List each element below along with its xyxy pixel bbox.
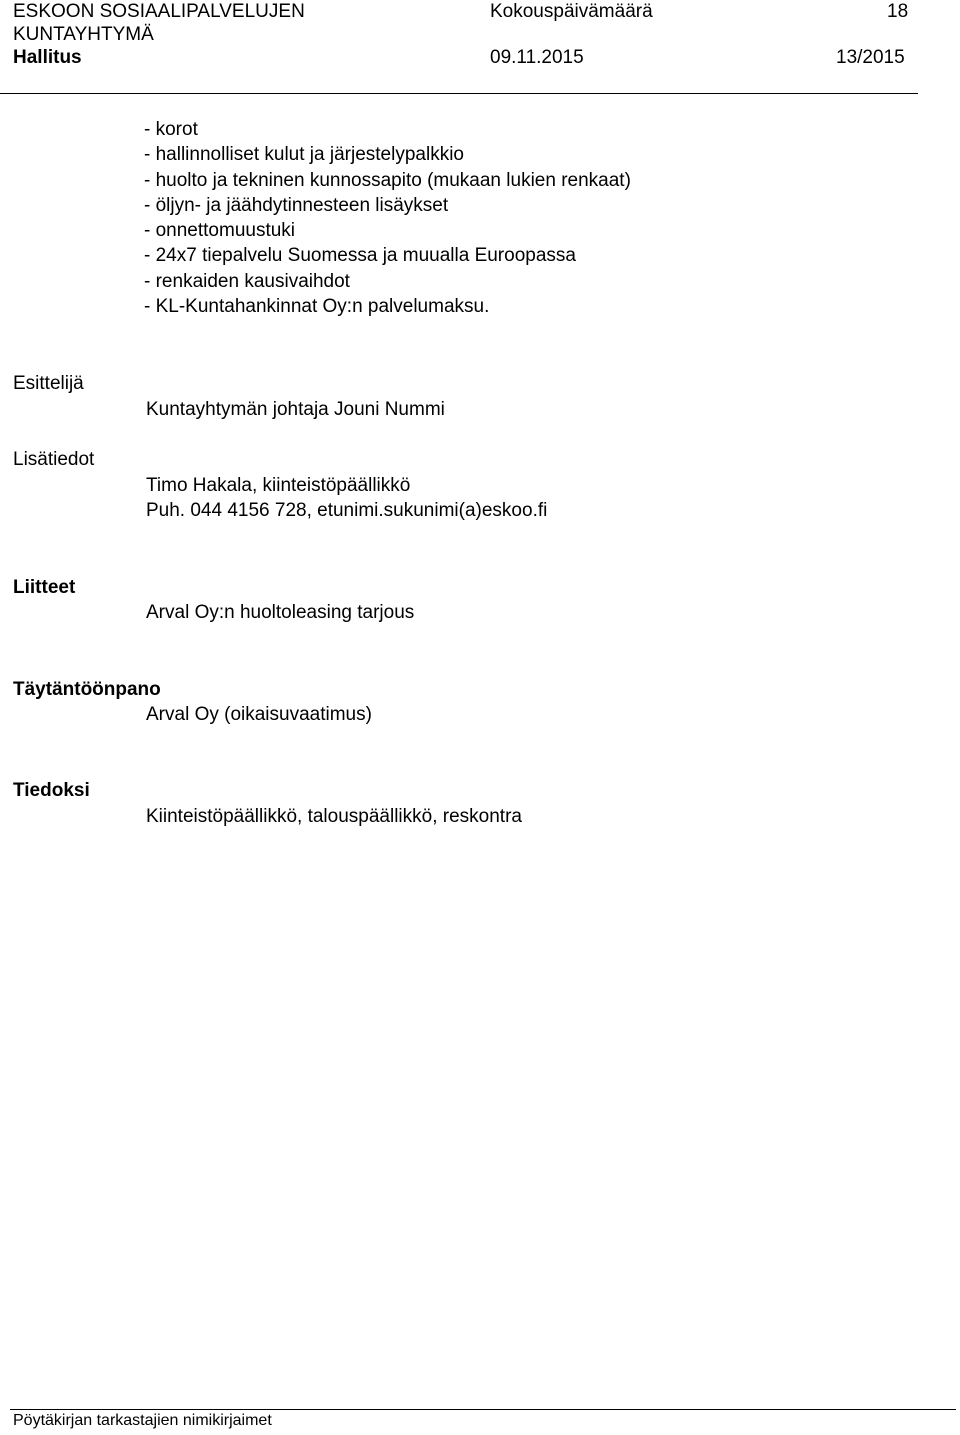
meeting-date: 09.11.2015: [490, 47, 584, 68]
list-item: - hallinnolliset kulut ja järjestelypalkkio: [144, 144, 464, 166]
list-item: - renkaiden kausivaihdot: [144, 270, 350, 292]
governing-body-name: Hallitus: [13, 47, 82, 68]
service-items-list: [144, 117, 631, 319]
execution-label: Täytäntöönpano: [13, 679, 161, 700]
list-item: - KL-Kuntahankinnat Oy:n palvelumaksu.: [144, 296, 490, 318]
page-number: 18: [887, 1, 909, 22]
execution-value: Arval Oy (oikaisuvaatimus): [146, 704, 372, 725]
for-info-label: Tiedoksi: [13, 780, 90, 801]
more-info-contact-name: Timo Hakala, kiinteistöpäällikkö: [146, 475, 411, 496]
presenter-value: Kuntayhtymän johtaja Jouni Nummi: [146, 399, 445, 420]
organization-name-line1: ESKOON SOSIAALIPALVELUJEN: [13, 1, 305, 22]
list-item: - korot: [144, 119, 198, 140]
attachments-value: Arval Oy:n huoltoleasing tarjous: [146, 602, 415, 623]
document-number: 13/2015: [836, 47, 905, 68]
footer-divider: [10, 1409, 956, 1410]
list-item: - huolto ja tekninen kunnossapito (mukaan lukien renkaat): [144, 169, 631, 191]
presenter-label: Esittelijä: [13, 373, 84, 394]
more-info-contact-details: Puh. 044 4156 728, etunimi.sukunimi(a)eskoo.fi: [146, 500, 548, 521]
list-item: - onnettomuustuki: [144, 220, 296, 242]
list-item: - öljyn- ja jäähdytinnesteen lisäykset: [144, 194, 449, 216]
for-info-value: Kiinteistöpäällikkö, talouspäällikkö, reskontra: [146, 806, 522, 827]
header-divider: [0, 93, 918, 94]
organization-name-line2: KUNTAYHTYMÄ: [13, 24, 154, 45]
attachments-label: Liitteet: [13, 577, 76, 598]
footer-initials-label: Pöytäkirjan tarkastajien nimikirjaimet: [13, 1412, 272, 1429]
document-type: Kokouspäivämäärä: [490, 1, 653, 22]
list-item: - 24x7 tiepalvelu Suomessa ja muualla Euroopassa: [144, 245, 576, 267]
more-info-label: Lisätiedot: [13, 449, 95, 470]
